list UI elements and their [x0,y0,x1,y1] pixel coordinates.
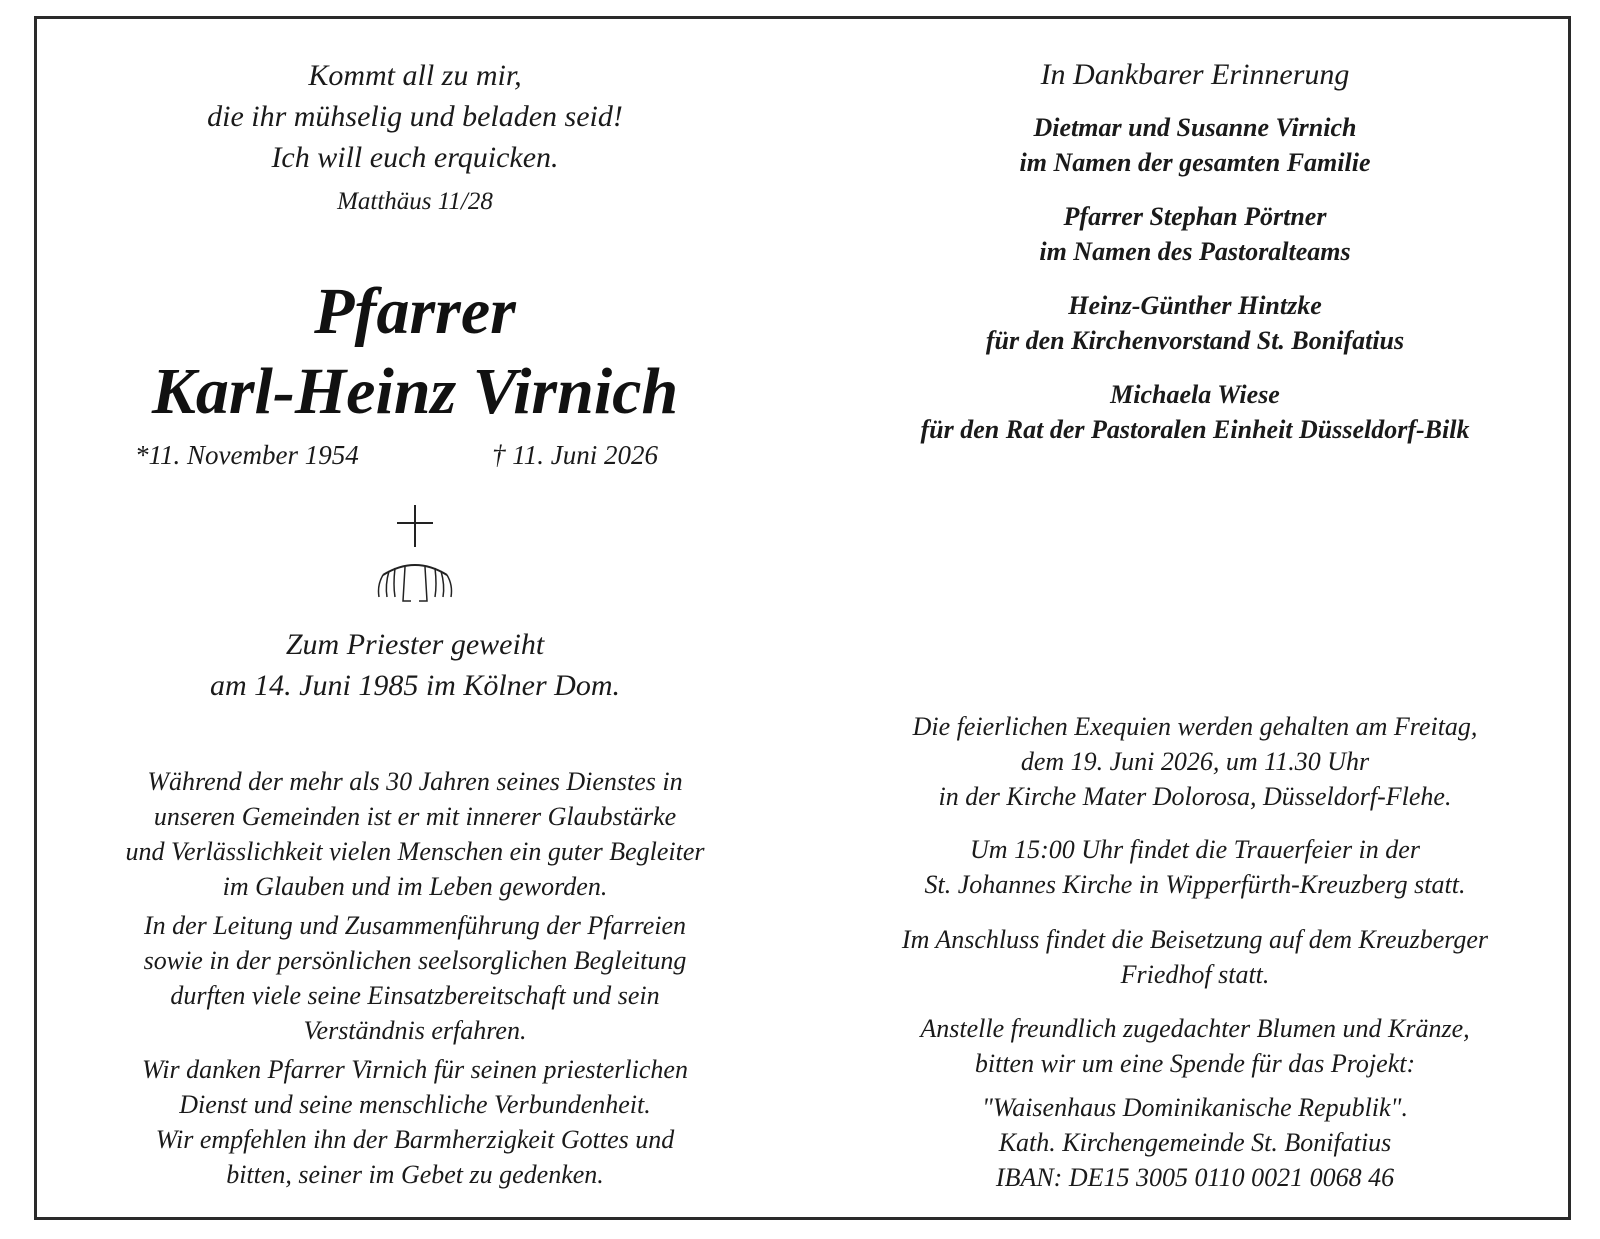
donation-line: "Waisenhaus Dominikanische Republik". [982,1093,1408,1122]
signer-block [820,110,1570,180]
birth-date: *11. November 1954 [135,440,359,470]
tribute-paragraph [40,1052,790,1192]
signer-role: für den Rat der Pastoralen Einheit Düsseldorf-Bilk [920,415,1470,444]
service-paragraph [820,709,1570,814]
tribute-line: Dienst und seine menschliche Verbundenheit. [179,1090,651,1119]
service-line: Friedhof statt. [1120,960,1270,989]
signer-block [820,288,1570,358]
service-line: St. Johannes Kirche in Wipperfürth-Kreuzberg statt. [924,870,1466,899]
tribute-line: und Verlässlichkeit vielen Menschen ein guter Begleiter [125,837,705,866]
service-line: Um 15:00 Uhr findet die Trauerfeier in der [970,835,1420,864]
deceased-title: Pfarrer [314,275,516,348]
signer-name: Heinz-Günther Hintzke [1068,291,1322,320]
verse-reference: Matthäus 11/28 [337,188,493,215]
signer-name: Pfarrer Stephan Pörtner [1063,202,1327,231]
tribute-line: Wir empfehlen ihn der Barmherzigkeit Gottes und [155,1125,675,1154]
tribute-line: unseren Gemeinden ist er mit innerer Glaubstärke [153,802,677,831]
donation-line: Kath. Kirchengemeinde St. Bonifatius [998,1128,1392,1157]
signer-block [820,377,1570,447]
service-paragraph [820,922,1570,992]
right-column [820,0,1570,1239]
service-line: bitten wir um eine Spende für das Projekt: [974,1049,1416,1078]
tribute-line: In der Leitung und Zusammenführung der Pfarreien [143,911,687,940]
service-line: in der Kirche Mater Dolorosa, Düsseldorf-Flehe. [938,782,1452,811]
signer-role: im Namen des Pastoralteams [1039,237,1351,266]
service-line: Die feierlichen Exequien werden gehalten am Freitag, [912,712,1478,741]
service-line: Anstelle freundlich zugedachter Blumen und Kränze, [920,1014,1470,1043]
ordination-line: Zum Priester geweiht [285,628,545,661]
cross-stole-icon [365,505,465,610]
bible-verse [40,55,790,178]
signer-name: Michaela Wiese [1110,380,1280,409]
tribute-line: sowie in der persönlichen seelsorglichen Begleitung [143,946,687,975]
left-column [40,0,790,1239]
tribute-line: bitten, seiner im Gebet zu gedenken. [226,1160,604,1189]
remembrance-title: In Dankbarer Erinnerung [1040,58,1350,91]
tribute-paragraph [40,764,790,904]
signer-name: Dietmar und Susanne Virnich [1033,113,1357,142]
donation-details [820,1090,1570,1195]
tribute-line: Wir danken Pfarrer Virnich für seinen priesterlichen [142,1055,688,1084]
ordination-line: am 14. Juni 1985 im Kölner Dom. [210,669,620,702]
deceased-name: Karl-Heinz Virnich [151,355,679,428]
signer-block [820,199,1570,269]
service-paragraph [820,1011,1570,1081]
service-line: dem 19. Juni 2026, um 11.30 Uhr [1020,747,1370,776]
iban-line: IBAN: DE15 3005 0110 0021 0068 46 [995,1163,1395,1192]
service-line: Im Anschluss findet die Beisetzung auf dem Kreuzberger [901,925,1489,954]
tribute-line: im Glauben und im Leben geworden. [222,872,608,901]
verse-line: die ihr mühselig und beladen seid! [207,100,623,133]
tribute-line: Während der mehr als 30 Jahren seines Dienstes in [147,767,683,796]
tribute-line: durften viele seine Einsatzbereitschaft und sein [170,981,660,1010]
service-paragraph [820,832,1570,902]
verse-line: Kommt all zu mir, [308,59,522,92]
tribute-line: Verständnis erfahren. [303,1016,527,1045]
cross-stole-emblem [40,505,790,610]
signer-role: für den Kirchenvorstand St. Bonifatius [985,326,1405,355]
tribute-paragraph [40,908,790,1048]
verse-line: Ich will euch erquicken. [271,141,559,174]
death-date: † 11. Juni 2026 [492,440,658,470]
signer-role: im Namen der gesamten Familie [1019,148,1371,177]
ordination-note [40,624,790,706]
